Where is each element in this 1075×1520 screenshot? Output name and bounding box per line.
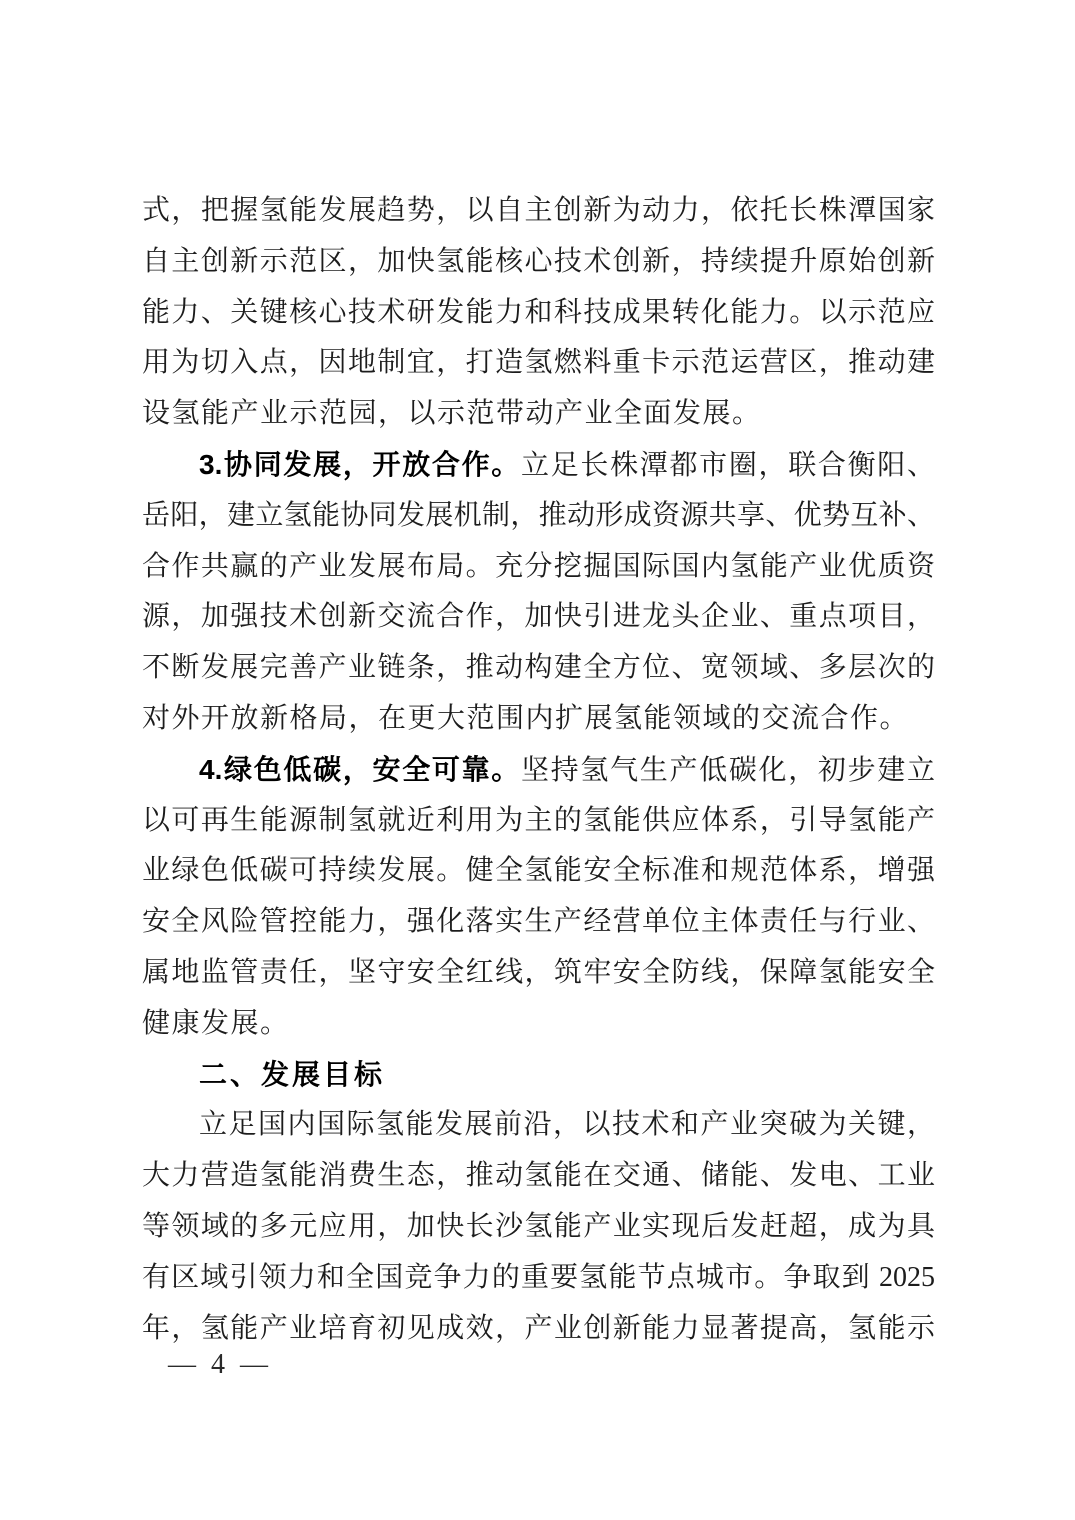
text-line xyxy=(142,237,935,288)
text-line xyxy=(142,1151,935,1202)
text-line xyxy=(142,491,935,542)
text-line xyxy=(142,999,935,1050)
body-text: 自主创新示范区，加快氢能核心技术创新，持续提升原始创新 xyxy=(142,245,935,277)
body-text: 合作共赢的产业发展布局。充分挖掘国际国内氢能产业优质资 xyxy=(142,550,935,582)
document-body xyxy=(142,186,935,1354)
body-text: 立足国内国际氢能发展前沿，以技术和产业突破为关键， xyxy=(199,1109,935,1141)
text-line xyxy=(142,542,935,593)
body-text: 源，加强技术创新交流合作，加快引进龙头企业、重点项目， xyxy=(142,601,935,633)
section-heading xyxy=(142,1050,935,1101)
text-line xyxy=(142,338,935,389)
text-line xyxy=(142,186,935,237)
body-text: 安全风险管控能力，强化落实生产经营单位主体责任与行业、 xyxy=(142,906,935,938)
text-line xyxy=(142,948,935,999)
text-line xyxy=(142,440,935,491)
body-text: 以可再生能源制氢就近利用为主的氢能供应体系，引导氢能产 xyxy=(142,804,935,836)
body-text: 能力、关键核心技术研发能力和科技成果转化能力。以示范应 xyxy=(142,296,935,328)
text-line xyxy=(142,796,935,847)
page-number-footer: — 4 — xyxy=(168,1349,272,1380)
body-text: 立足长株潭都市圈，联合衡阳、 xyxy=(520,449,935,481)
body-text: 用为切入点，因地制宜，打造氢燃料重卡示范运营区，推动建 xyxy=(142,347,935,379)
text-line xyxy=(142,745,935,796)
bold-lead-text: 3.协同发展，开放合作。 xyxy=(199,448,521,480)
text-line xyxy=(142,694,935,745)
text-line xyxy=(142,643,935,694)
body-text: 健康发展。 xyxy=(142,1007,290,1039)
body-text: 岳阳，建立氢能协同发展机制，推动形成资源共享、优势互补、 xyxy=(142,499,935,531)
body-text: 对外开放新格局，在更大范围内扩展氢能领域的交流合作。 xyxy=(142,702,910,734)
text-line xyxy=(142,1202,935,1253)
text-line xyxy=(142,288,935,339)
text-line xyxy=(142,897,935,948)
body-text: 业绿色低碳可持续发展。健全氢能安全标准和规范体系，增强 xyxy=(142,855,935,887)
body-text: 属地监管责任，坚守安全红线，筑牢安全防线，保障氢能安全 xyxy=(142,956,935,988)
body-text: 式，把握氢能发展趋势，以自主创新为动力，依托长株潭国家 xyxy=(142,195,935,226)
body-text: 大力营造氢能消费生态，推动氢能在交通、储能、发电、工业 xyxy=(142,1160,935,1192)
body-text: 设氢能产业示范园，以示范带动产业全面发展。 xyxy=(142,398,762,430)
body-text: 坚持氢气生产低碳化，初步建立 xyxy=(520,754,935,786)
bold-lead-text: 4.绿色低碳，安全可靠。 xyxy=(199,753,521,785)
body-text: 年，氢能产业培育初见成效，产业创新能力显著提高，氢能示 xyxy=(142,1312,935,1344)
text-line xyxy=(142,1304,935,1355)
body-text: 有区域引领力和全国竞争力的重要氢能节点城市。争取到 2025 xyxy=(142,1261,935,1293)
text-line xyxy=(142,1253,935,1304)
body-text: 不断发展完善产业链条，推动构建全方位、宽领域、多层次的 xyxy=(142,652,935,684)
bold-lead-text: 二、发展目标 xyxy=(199,1058,386,1090)
text-line xyxy=(142,846,935,897)
text-line xyxy=(142,592,935,643)
text-line xyxy=(142,389,935,440)
text-line xyxy=(142,1100,935,1151)
body-text: 等领域的多元应用，加快长沙氢能产业实现后发赶超，成为具 xyxy=(142,1210,935,1242)
